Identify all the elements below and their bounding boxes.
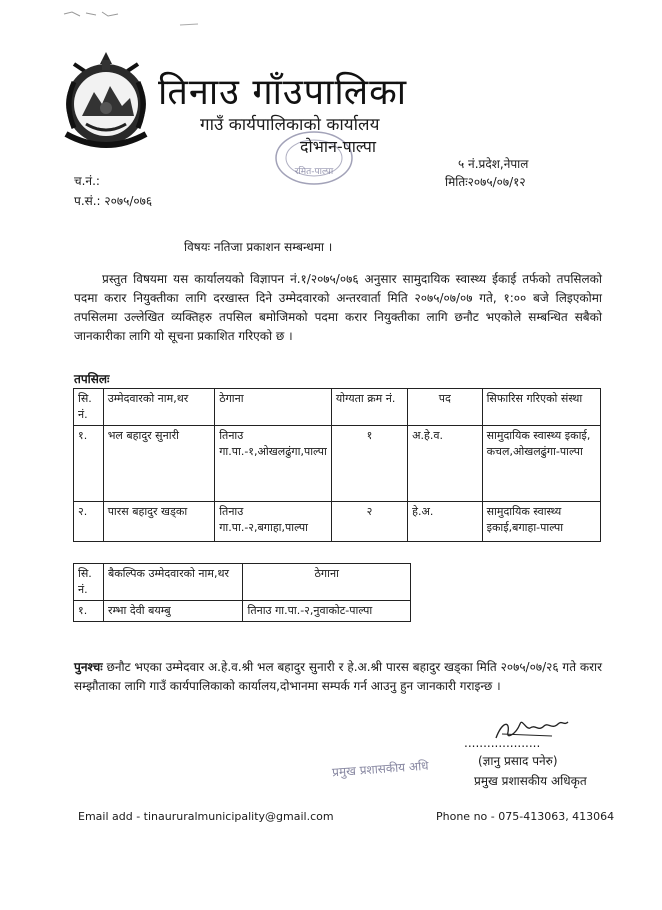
chalani-number: च.नं.: xyxy=(74,174,100,188)
table-header: बैकल्पिक उम्मेदवारको नाम,थर xyxy=(103,564,243,601)
table-header: सिफारिस गरिएको संस्था xyxy=(482,389,600,426)
officer-stamp: प्रमुख प्रशासकीय अधि xyxy=(331,758,430,780)
addendum-label: पुनश्चः xyxy=(74,660,103,674)
body-paragraph: प्रस्तुत विषयमा यस कार्यालयको विज्ञापन नं.१/२०७५/०७६ अनुसार सामुदायिक स्वास्थ्य ईकाई तर्फको तपसिलको पदमा करार नियुक्तीका लागि दरखास्त दिने उम्मेदवारको अन्तरवार्ता मिति २०७५/०७/०७ गते, १:०० बजे लिइएकोमा तपसिलमा उल्लेखित व्यक्तिहरु तपसिल बमोजिमको पदमा करार नियुक्तीका लागि छनौट भएकोले सम्बन्धित सबैको जानकारीका लागि यो सूचना प्रकाशित गरिएको छ । xyxy=(74,272,602,343)
addendum-paragraph xyxy=(74,658,602,696)
table-cell: १. xyxy=(74,601,104,622)
footer-email: Email add - tinaururalmunicipality@gmail.com xyxy=(78,810,334,823)
signer-name: (ज्ञानु प्रसाद पनेरु) xyxy=(478,754,558,768)
table-row xyxy=(74,502,601,542)
table-cell: तिनाउ गा.पा.-२,बगाहा,पाल्पा xyxy=(215,502,332,542)
letter-date: मितिः२०७५/०७/१२ xyxy=(445,175,526,189)
svg-text:रमित-पाल्पा: रमित-पाल्पा xyxy=(294,167,334,177)
selected-candidates-table xyxy=(73,388,601,542)
government-emblem-icon xyxy=(52,46,160,158)
table-header: ठेगाना xyxy=(215,389,332,426)
addendum-text: छनौट भएका उम्मेदवार अ.हे.व.श्री भल बहादुर सुनारी र हे.अ.श्री पारस बहादुर खड्का मिति २०७५/०७/२६ गते करार सम्झौताका लागि गाउँ कार्यपालिकाको कार्यालय,दोभानमा सम्पर्क गर्न आउनु हुन जानकारी गराइन्छ । xyxy=(74,660,602,693)
table-cell: २ xyxy=(331,502,407,542)
table-cell: रम्भा देवी बयम्बु xyxy=(103,601,243,622)
signature-line: .................... xyxy=(464,736,541,750)
table-cell: हे.अ. xyxy=(408,502,482,542)
office-name: गाउँ कार्यपालिकाको कार्यालय xyxy=(200,115,380,135)
table-header-row xyxy=(74,389,601,426)
table-cell: तिनाउ गा.पा.-२,नुवाकोट-पाल्पा xyxy=(243,601,411,622)
tapasil-label: तपसिलः xyxy=(74,372,110,386)
table-header: योग्यता क्रम नं. xyxy=(331,389,407,426)
table-cell: सामुदायिक स्वास्थ्य इकाई, कचल,ओखलढुंगा-पाल्पा xyxy=(482,426,600,502)
table-cell: तिनाउ गा.पा.-१,ओखलढुंगा,पाल्पा xyxy=(215,426,332,502)
table-header: पद xyxy=(408,389,482,426)
scan-mark xyxy=(178,20,202,30)
table-cell: २. xyxy=(74,502,104,542)
table-header: सि. नं. xyxy=(74,389,104,426)
table-row xyxy=(74,426,601,502)
patra-sankhya: प.सं.: २०७५/०७६ xyxy=(74,194,153,208)
subject-line: विषयः नतिजा प्रकाशन सम्बन्धमा । xyxy=(184,240,333,254)
org-title: तिनाउ गाँउपालिका xyxy=(158,72,408,113)
table-cell: अ.हे.व. xyxy=(408,426,482,502)
office-location: दोभान-पाल्पा xyxy=(300,137,377,156)
alternate-candidates-table xyxy=(73,563,411,622)
scan-mark xyxy=(62,8,122,22)
table-row xyxy=(74,601,411,622)
table-header-row xyxy=(74,564,411,601)
table-cell: भल बहादुर सुनारी xyxy=(103,426,215,502)
table-cell: सामुदायिक स्वास्थ्य इकाई,बगाहा-पाल्पा xyxy=(482,502,600,542)
table-header: सि. नं. xyxy=(74,564,104,601)
table-cell: पारस बहादुर खड्का xyxy=(103,502,215,542)
table-cell: १. xyxy=(74,426,104,502)
province-label: ५ नं.प्रदेश,नेपाल xyxy=(458,157,529,171)
table-header: ठेगाना xyxy=(243,564,411,601)
signer-title: प्रमुख प्रशासकीय अधिकृत xyxy=(474,774,587,788)
table-header: उम्मेदवारको नाम,थर xyxy=(103,389,215,426)
footer-phone: Phone no - 075-413063, 413064 xyxy=(436,810,615,823)
table-cell: १ xyxy=(331,426,407,502)
